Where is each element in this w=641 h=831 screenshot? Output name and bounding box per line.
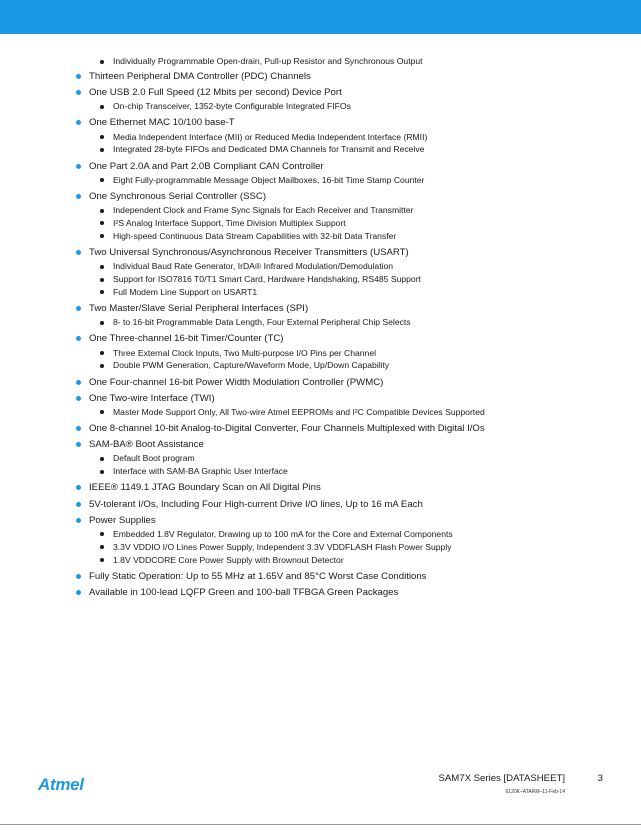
- feature-item-text: One Synchronous Serial Controller (SSC): [89, 190, 267, 202]
- sub-item-text: Double PWM Generation, Capture/Waveform Mode, Up/Down Capability: [113, 360, 390, 371]
- feature-item: [0, 377, 641, 389]
- feature-item-text: Thirteen Peripheral DMA Controller (PDC) Channels: [89, 70, 311, 82]
- atmel-logo: Atmel: [38, 775, 84, 794]
- sub-item-text: Support for ISO7816 T0/T1 Smart Card, Hardware Handshaking, RS485 Support: [113, 274, 421, 285]
- feature-item: [0, 333, 641, 372]
- sub-item: [0, 230, 641, 243]
- sub-item: [0, 347, 641, 360]
- feature-item: [0, 117, 641, 156]
- sub-bullet-icon: [100, 178, 104, 182]
- sub-bullet-icon: [100, 148, 104, 152]
- feature-item: [0, 439, 641, 478]
- feature-item-text: One USB 2.0 Full Speed (12 Mbits per second) Device Port: [89, 87, 342, 99]
- sub-bullet-icon: [100, 410, 104, 414]
- sub-item: [0, 316, 641, 329]
- bullet-icon: [76, 426, 81, 431]
- sub-item-text: Integrated 28-byte FIFOs and Dedicated DMA Channels for Transmit and Receive: [113, 144, 425, 155]
- bullet-icon: [76, 442, 81, 447]
- feature-item-text: One 8-channel 10-bit Analog-to-Digital Converter, Four Channels Multiplexed with Digital I/Os: [89, 422, 485, 434]
- sub-item-text: Three External Clock Inputs, Two Multi-purpose I/O Pins per Channel: [113, 347, 377, 358]
- bullet-icon: [76, 590, 81, 595]
- bottom-divider: [0, 824, 641, 825]
- sub-item: [0, 406, 641, 419]
- feature-item-text: One Part 2.0A and Part 2.0B Compliant CAN Controller: [89, 160, 324, 172]
- sub-item: [0, 541, 641, 554]
- sub-item-text: On-chip Transceiver, 1352-byte Configurable Integrated FIFOs: [113, 101, 351, 112]
- sub-item: [0, 143, 641, 156]
- sub-item-text: 3.3V VDDIO I/O Lines Power Supply, Independent 3.3V VDDFLASH Flash Power Supply: [113, 541, 452, 552]
- sub-item-text: Individual Baud Rate Generator, IrDA® Infrared Modulation/Demodulation: [113, 261, 394, 272]
- bullet-icon: [76, 194, 81, 199]
- feature-item-text: SAM-BA® Boot Assistance: [89, 439, 204, 451]
- sub-item-list: [89, 174, 641, 187]
- sub-bullet-icon: [100, 364, 104, 368]
- feature-item-text: One Four-channel 16-bit Power Width Modulation Controller (PWMC): [89, 376, 384, 388]
- feature-item: [0, 423, 641, 435]
- bullet-icon: [76, 120, 81, 125]
- sub-item-text: Interface with SAM-BA Graphic User Interface: [113, 466, 288, 477]
- feature-item-text: One Ethernet MAC 10/100 base-T: [89, 117, 235, 129]
- sub-item-text: Full Modem Line Support on USART1: [113, 286, 258, 297]
- page-number: 3: [597, 773, 603, 784]
- sub-item: [0, 217, 641, 230]
- sub-bullet-icon: [100, 135, 104, 139]
- sub-item: [0, 131, 641, 144]
- sub-item-list: [89, 204, 641, 243]
- sub-item: [0, 465, 641, 478]
- feature-item-text: Two Master/Slave Serial Peripheral Interfaces (SPI): [89, 303, 309, 315]
- feature-item-text: Fully Static Operation: Up to 55 MHz at 1.65V and 85°C Worst Case Conditions: [89, 570, 427, 582]
- sub-item-text: 1.8V VDDCORE Core Power Supply with Brownout Detector: [113, 554, 344, 565]
- feature-item: [0, 247, 641, 299]
- sub-item-text: Media Independent Interface (MII) or Reduced Media Independent Interface (RMII): [113, 131, 428, 142]
- feature-item: [0, 482, 641, 494]
- continued-sub-item: [0, 55, 641, 68]
- sub-bullet-icon: [100, 558, 104, 562]
- feature-item-text: Power Supplies: [89, 514, 156, 526]
- feature-item-text: One Two-wire Interface (TWI): [89, 392, 215, 404]
- sub-item-text: Embedded 1.8V Regulator, Drawing up to 100 mA for the Core and External Components: [113, 528, 453, 539]
- bullet-icon: [76, 90, 81, 95]
- sub-item-list: [89, 131, 641, 157]
- feature-item: [0, 587, 641, 599]
- sub-item-text: Eight Fully-programmable Message Object Mailboxes, 16-bit Time Stamp Counter: [113, 174, 425, 185]
- feature-item-text: Two Universal Synchronous/Asynchronous Receiver Transmitters (USART): [89, 246, 409, 258]
- feature-item: [0, 393, 641, 419]
- sub-item: [0, 528, 641, 541]
- bullet-icon: [76, 74, 81, 79]
- sub-bullet-icon: [100, 60, 104, 64]
- sub-bullet-icon: [100, 470, 104, 474]
- feature-item: [0, 499, 641, 511]
- sub-bullet-icon: [100, 265, 104, 269]
- feature-item-text: Available in 100-lead LQFP Green and 100-ball TFBGA Green Packages: [89, 587, 399, 598]
- sub-item: [0, 260, 641, 273]
- sub-item: [0, 359, 641, 372]
- sub-bullet-icon: [100, 545, 104, 549]
- bullet-icon: [76, 164, 81, 169]
- doc-number: 6120K–ATARM–11-Feb-14: [505, 789, 565, 795]
- bullet-icon: [76, 396, 81, 401]
- sub-item-list: [89, 316, 641, 329]
- sub-item-text: High-speed Continuous Data Stream Capabilities with 32-bit Data Transfer: [113, 230, 397, 241]
- sub-item-list: [89, 528, 641, 567]
- sub-item: [0, 452, 641, 465]
- sub-item-list: [89, 347, 641, 373]
- header-bar: [0, 0, 641, 34]
- sub-bullet-icon: [100, 351, 104, 355]
- sub-item-text: I²S Analog Interface Support, Time Division Multiplex Support: [113, 217, 346, 228]
- sub-item: [0, 204, 641, 217]
- sub-item: [0, 174, 641, 187]
- feature-item: [0, 515, 641, 567]
- sub-bullet-icon: [100, 532, 104, 536]
- bullet-icon: [76, 306, 81, 311]
- feature-item: [0, 303, 641, 329]
- sub-item: [0, 286, 641, 299]
- sub-bullet-icon: [100, 290, 104, 294]
- sub-bullet-icon: [100, 221, 104, 225]
- feature-item-text: IEEE® 1149.1 JTAG Boundary Scan on All Digital Pins: [89, 482, 321, 494]
- sub-item-text: 8- to 16-bit Programmable Data Length, Four External Peripheral Chip Selects: [113, 317, 411, 328]
- bullet-icon: [76, 485, 81, 490]
- sub-bullet-icon: [100, 234, 104, 238]
- doc-title: SAM7X Series [DATASHEET]: [438, 773, 565, 784]
- sub-bullet-icon: [100, 321, 104, 325]
- sub-item: [0, 100, 641, 113]
- sub-bullet-icon: [100, 209, 104, 213]
- sub-item-list: [89, 100, 641, 113]
- feature-item: [0, 71, 641, 83]
- sub-bullet-icon: [100, 278, 104, 282]
- bullet-icon: [76, 502, 81, 507]
- items-container: [0, 71, 641, 599]
- sub-item-text: Individually Programmable Open-drain, Pull-up Resistor and Synchronous Output: [113, 56, 423, 66]
- sub-item-list: [89, 406, 641, 419]
- feature-item-text: One Three-channel 16-bit Timer/Counter (TC): [89, 333, 284, 345]
- bullet-icon: [76, 380, 81, 385]
- feature-item-text: 5V-tolerant I/Os, Including Four High-current Drive I/O lines, Up to 16 mA Each: [89, 498, 423, 510]
- sub-item: [0, 554, 641, 567]
- bullet-icon: [76, 250, 81, 255]
- sub-item-list: [89, 452, 641, 478]
- sub-bullet-icon: [100, 105, 104, 109]
- feature-item: [0, 87, 641, 113]
- sub-item-list: [89, 260, 641, 299]
- feature-item: [0, 191, 641, 243]
- sub-item: [0, 273, 641, 286]
- feature-item: [0, 571, 641, 583]
- bullet-icon: [76, 518, 81, 523]
- bullet-icon: [76, 574, 81, 579]
- feature-item: [0, 161, 641, 187]
- feature-list: [0, 55, 641, 603]
- sub-item-text: Default Boot program: [113, 453, 195, 464]
- sub-item-text: Master Mode Support Only, All Two-wire Atmel EEPROMs and I²C Compatible Devices Supported: [113, 406, 485, 417]
- sub-bullet-icon: [100, 457, 104, 461]
- bullet-icon: [76, 336, 81, 341]
- sub-item-text: Independent Clock and Frame Sync Signals for Each Receiver and Transmitter: [113, 205, 414, 216]
